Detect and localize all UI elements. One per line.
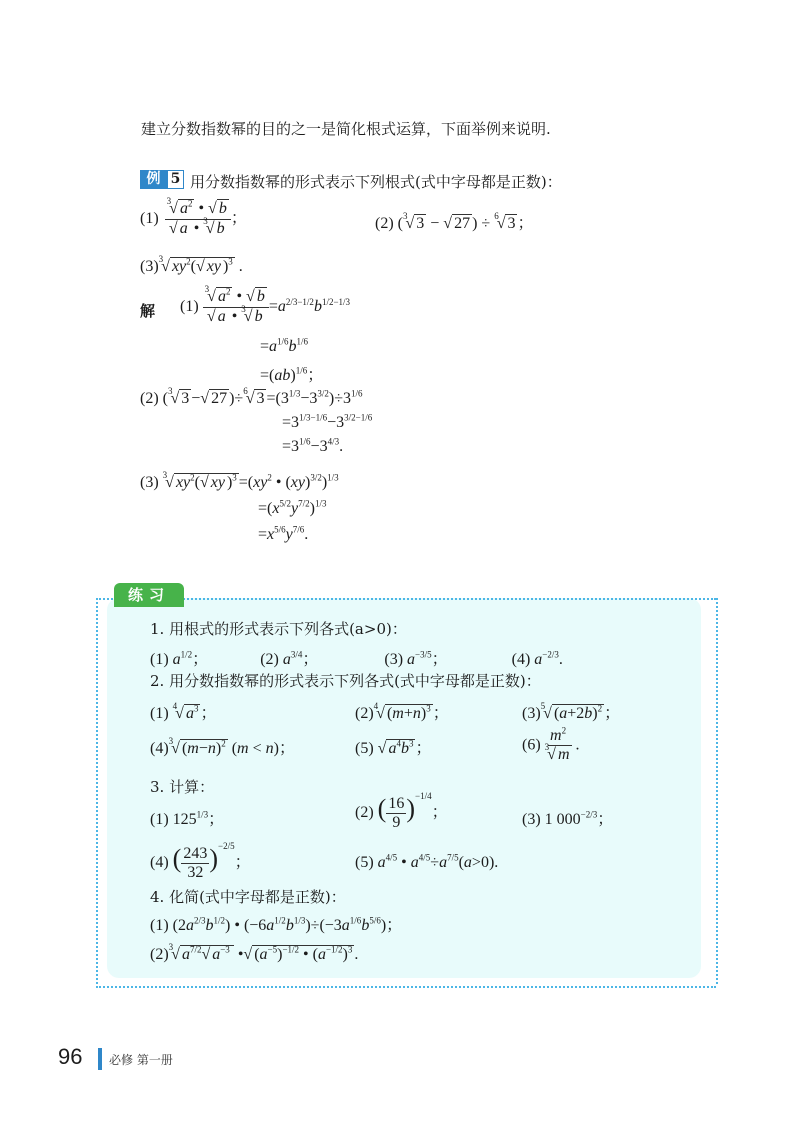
solution-3-line-2: $=(x^{5/2}y^{7/2})^{1/3}$ xyxy=(258,498,327,517)
example-item-1: (1) $\frac{^3√ a^2 • √ b}{√ a • ^3√ b}$ ； xyxy=(140,196,247,237)
question-4: 4. 化简(式中字母都是正数)： xyxy=(150,888,346,906)
example-item-3: $(3)^3√$ $xy^2(√$ xy )$^3$ . xyxy=(140,254,243,275)
solution-2-line-3: $=3^{1/6}-3^{4/3}$. xyxy=(282,436,344,455)
example-item-2: (2) ($^3$√ 3 − √ 27 ) ÷ $^6$√ 3 ； xyxy=(375,211,534,232)
solution-1-line-2: $=a^{1/6}b^{1/6}$ xyxy=(260,336,309,355)
question-2-row-2: $(4)^3√$ $(m-n)^2$ (m < n)； (5) √ $a^4b^3$ ； (6) $\frac{m^2}{^3√ m}$ . xyxy=(150,725,580,763)
question-2-row-1: (1) $^4$√ $a^3$ ； $(2)^4√$ $(m+n)^3$ ； $(3)^5√$ $(a+2b)^2$ ； xyxy=(150,701,621,722)
question-1: 1. 用根式的形式表示下列各式(a>0)： xyxy=(150,620,407,638)
question-2: 2. 用分数指数幂的形式表示下列各式(式中字母都是正数)： xyxy=(150,672,541,690)
solution-2-line-1: (2) ($^3$√ 3 −√ 27 )÷$^6$√ $3 =(3^{1/3}-3^{3/2})\div 3^{1/6}$ xyxy=(140,386,363,407)
intro-text: 建立分数指数幂的目的之一是简化根式运算，下面举例来说明. xyxy=(141,120,551,138)
book-title: 必修 第一册 xyxy=(109,1053,173,1067)
solution-3-line-1: (3) $^3$√ $xy^2(√$ xy )$^3 =(xy^2$ • (xy)$^{3/2}$)$^{1/3}$ xyxy=(140,470,339,491)
solution-1-line-3: =(ab)$^{1/6}$； xyxy=(260,365,324,384)
page-number: 96 xyxy=(58,1044,83,1069)
solution-2-line-2: $=3^{1/3-1/6}-3^{3/2-1/6}$ xyxy=(282,412,373,431)
question-4-item-1: (1) $(2a^{2/3}b^{1/2})$ • $(-6a^{1/2}b^{1/3})\div(-3a^{1/6}b^{5/6})$； xyxy=(150,915,403,934)
practice-border-right xyxy=(716,598,718,984)
example-tag: 例 xyxy=(140,170,167,189)
question-4-item-2: $(2)^3√$ $a^{7/2}√$ $a^{-3}$ •√ $(a^{-5})^{-1/2}$ • $(a^{-1/2})^3$ . xyxy=(150,942,359,963)
solution-1-line-1: (1) $\frac{^3√ a^2 • √ b}{√ a • ^3√ b}$ $=a^{2/3-1/2}b^{1/2-1/3}$ xyxy=(180,284,351,325)
question-3-row-2: (4) ( $\frac{243}{32}$ )$^{-2/5}$； (5) $a^{4/5}$ • $a^{4/5}\div a^{7/5}(a>0)$. xyxy=(150,840,499,881)
solution-label: 解 xyxy=(140,302,156,320)
footer-divider xyxy=(98,1048,102,1070)
example-number: 5 xyxy=(167,170,184,189)
example-text: 用分数指数幂的形式表示下列根式(式中字母都是正数)： xyxy=(190,173,562,191)
practice-title: 练习 xyxy=(114,583,184,607)
question-3: 3. 计算： xyxy=(150,778,215,796)
question-3-row-1: (1) $125^{1/3}$； (2) ( $\frac{16}{9}$ )$^{-1/4}$； (3) 1 $000^{-2/3}$； xyxy=(150,790,614,831)
practice-border-left xyxy=(96,598,98,984)
question-1-items: (1) $a^{1/2}$； (2) $a^{3/4}$； (3) $a^{-3/5}$； (4) $a^{-2/3}$. xyxy=(150,649,563,668)
solution-3-line-3: $=x^{5/6}y^{7/6}$. xyxy=(258,524,309,543)
